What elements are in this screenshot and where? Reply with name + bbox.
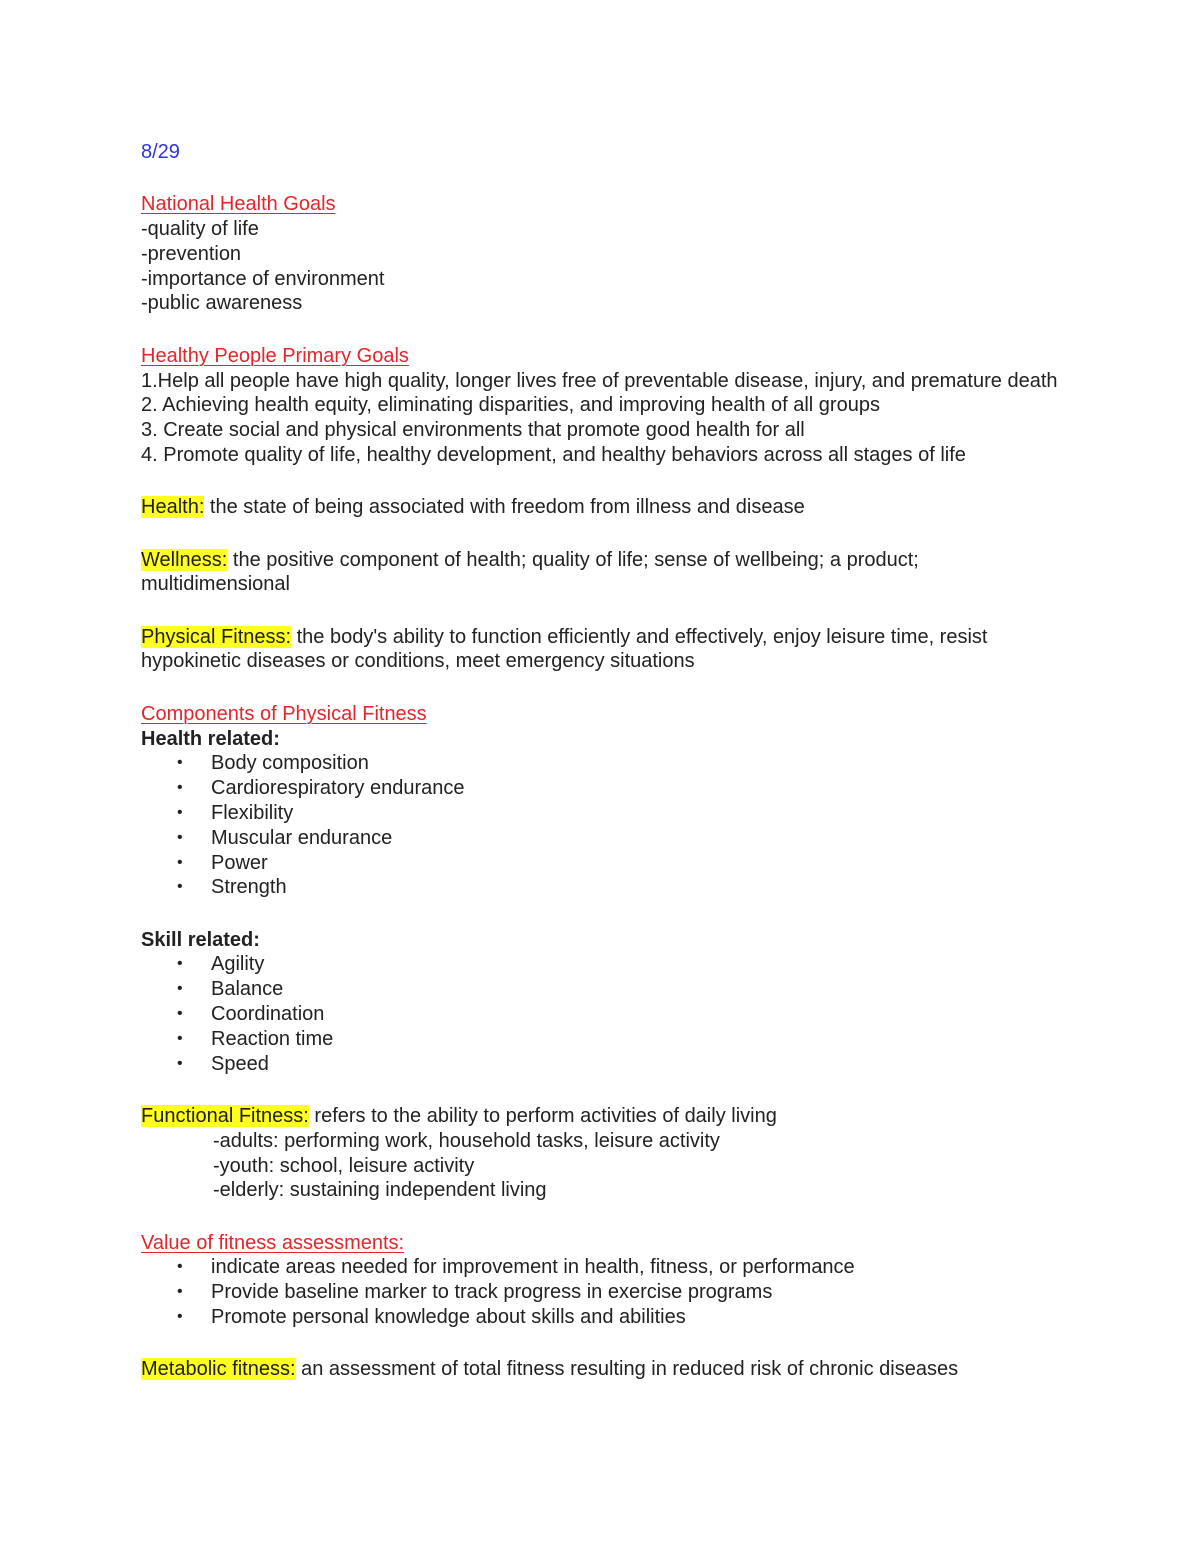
list-item: • Coordination [177, 1003, 325, 1026]
bullet-icon: • [177, 1054, 183, 1072]
definition-text: the body's ability to function efficiently and effectively, enjoy leisure time, resist hypokinetic diseases or conditions, meet emergency situations [141, 625, 988, 673]
assessments-list [141, 1255, 1071, 1329]
skill-related-label: Skill related: [141, 928, 260, 951]
list-item: -public awareness [141, 292, 303, 315]
bullet-icon: • [177, 955, 183, 973]
health-related-label: Health related: [141, 727, 280, 750]
assessments-heading: Value of fitness assessments: [141, 1231, 405, 1254]
skill-related-list [141, 952, 1071, 1076]
list-item: -elderly: sustaining independent living [213, 1179, 547, 1202]
list-item: • Power [177, 851, 268, 874]
list-item: • Strength [177, 876, 287, 899]
definition-text: refers to the ability to perform activities of daily living [308, 1104, 777, 1127]
list-item: -youth: school, leisure activity [213, 1154, 475, 1177]
definition-physical-fitness [141, 625, 1071, 675]
bullet-icon: • [177, 828, 183, 846]
list-item: • Promote personal knowledge about skills and abilities [177, 1305, 686, 1328]
definition-text: the positive component of health; quality of life; sense of wellbeing; a product; multidimensional [141, 548, 919, 596]
bullet-icon: • [177, 754, 183, 772]
assessments-section [141, 1231, 1071, 1330]
list-item: -prevention [141, 242, 242, 265]
bullet-icon: • [177, 980, 183, 998]
national-goals-heading: National Health Goals [141, 193, 336, 216]
components-heading: Components of Physical Fitness [141, 702, 427, 725]
notes-page [141, 140, 1071, 1382]
list-item: • Body composition [177, 752, 369, 775]
list-item: • Reaction time [177, 1027, 334, 1050]
list-item: • Provide baseline marker to track progress in exercise programs [177, 1281, 773, 1304]
health-related-list [141, 751, 1071, 900]
list-item: • Flexibility [177, 801, 294, 824]
bullet-icon: • [177, 1029, 183, 1047]
list-item: 4. Promote quality of life, healthy development, and healthy behaviors across all stages of life [141, 443, 966, 466]
bullet-icon: • [177, 1005, 183, 1023]
healthy-people-section [141, 344, 1071, 468]
list-item: 3. Create social and physical environments that promote good health for all [141, 419, 805, 442]
term-physical-fitness: Physical Fitness: [141, 625, 292, 648]
national-goals-section [141, 192, 1071, 316]
list-item: • Balance [177, 978, 284, 1001]
bullet-icon: • [177, 853, 183, 871]
term-metabolic-fitness: Metabolic fitness: [141, 1358, 296, 1381]
bullet-icon: • [177, 1258, 183, 1276]
term-wellness: Wellness: [141, 548, 228, 571]
list-item: -quality of life [141, 218, 259, 241]
definition-text: the state of being associated with freedom from illness and disease [204, 496, 805, 519]
list-item: • indicate areas needed for improvement in health, fitness, or performance [177, 1256, 855, 1279]
bullet-icon: • [177, 779, 183, 797]
definition-health [141, 495, 1071, 520]
list-item: • Agility [177, 953, 265, 976]
definition-wellness [141, 548, 1071, 598]
bullet-icon: • [177, 1283, 183, 1301]
list-item: • Muscular endurance [177, 826, 393, 849]
term-health: Health: [141, 496, 205, 519]
date-label: 8/29 [141, 141, 180, 163]
list-item: -adults: performing work, household tasks, leisure activity [213, 1129, 720, 1152]
list-item: • Cardiorespiratory endurance [177, 777, 465, 800]
list-item: 2. Achieving health equity, eliminating disparities, and improving health of all groups [141, 394, 880, 417]
list-item: • Speed [177, 1052, 269, 1075]
bullet-icon: • [177, 803, 183, 821]
components-section [141, 702, 1071, 1077]
term-functional-fitness: Functional Fitness: [141, 1104, 309, 1127]
healthy-people-heading: Healthy People Primary Goals [141, 344, 409, 367]
definition-text: an assessment of total fitness resulting in reduced risk of chronic diseases [295, 1358, 959, 1381]
list-item: 1.Help all people have high quality, longer lives free of preventable disease, injury, and premature death [141, 369, 1058, 392]
bullet-icon: • [177, 1307, 183, 1325]
list-item: -importance of environment [141, 267, 385, 290]
functional-fitness-section [141, 1104, 1071, 1203]
definition-metabolic-fitness [141, 1357, 1071, 1382]
bullet-icon: • [177, 878, 183, 896]
